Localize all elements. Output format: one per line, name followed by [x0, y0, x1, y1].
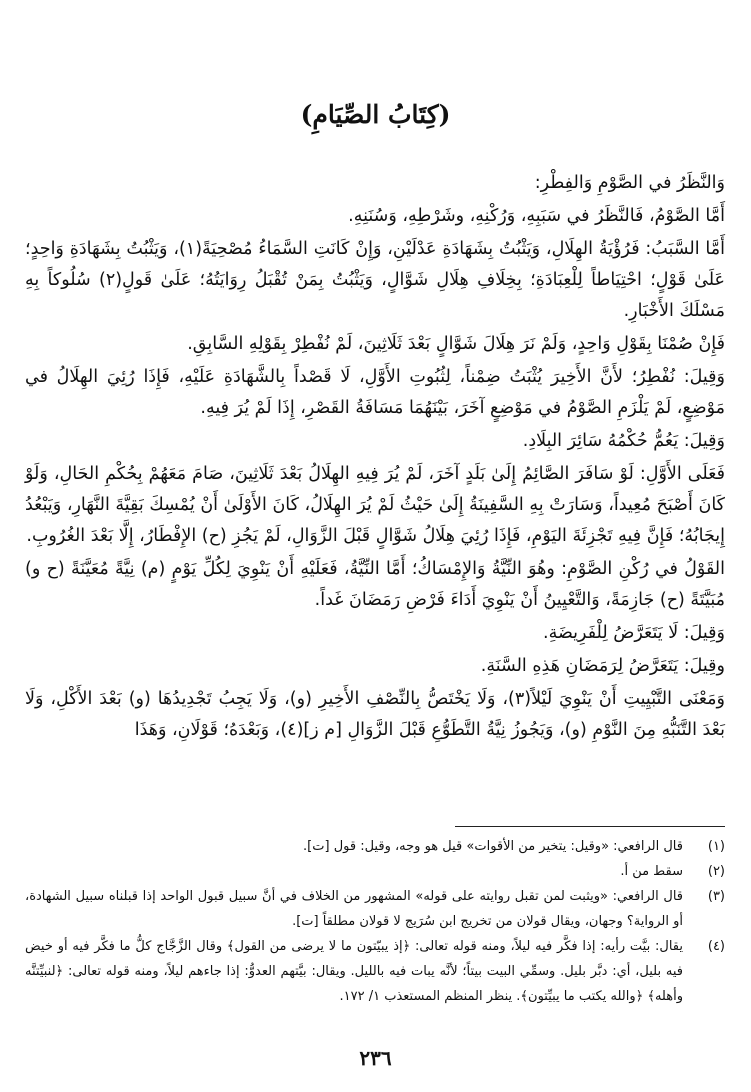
footnote-divider: [455, 826, 725, 827]
paragraph: وقِيلَ: يَتَعَرَّضُ لِرَمَضَانِ هَذِهِ السَّنَةِ.: [480, 656, 725, 676]
footnote-text: قال الرافعي: «وقيل: يتخير من الأقوات» قيل هو وجه، وقيل: قول [ت].: [303, 839, 683, 854]
paragraph: أَمَّا الصَّوْمُ، فَالنَّظَرُ في سَبَبِهِ، وَرُكْنِهِ، وشَرْطِهِ، وَسُنَنِهِ.: [348, 206, 725, 226]
paragraph: وَقِيلَ: لَا يَتَعَرَّضُ لِلْفَرِيضَةِ.: [543, 623, 725, 643]
footnote-number: (٣): [707, 889, 725, 904]
paragraph: فَإِنْ صُمْنَا بِقَوْلِ وَاحِدٍ، وَلَمْ نَرَ هِلَالَ شَوَّالٍ بَعْدَ ثَلَاثِينَ، لَمْ نُفْطِرْ بِقَوْلِهِ السَّابِقِ.: [187, 334, 725, 354]
paragraph: أَمَّا السَّبَبُ: فَرُؤْيَةُ الهِلَالِ، وَيَثْبُتُ بِشَهَادَةِ عَدْلَيْنِ، وَإِنْ كَانَتِ السَّمَاءُ مُصْحِيَةً(١)، وَيَثْبُتُ بِشَهَادَةِ وَاحِدٍ؛ عَلَىٰ قَوْلٍ؛ احْتِيَاطاً لِلْعِبَادَةِ؛ بِخِلَافِ هِلَالِ شَوَّالٍ، وَيَثْبُتُ بِمَنْ تُقْبَلُ رِوَايَتُهُ؛ عَلَىٰ قَولٍ(٢) سُلُوكاً بِهِ مَسْلَكَ الأَخْبَارِ.: [25, 239, 725, 321]
footnote-text: يقال: بيَّت رأيه: إذا فكَّر فيه ليلاً، ومنه قوله تعالى: ﴿إذ يبيّتون ما لا يرضى من القول﴾ وقال الزَّجَّاج كلُّ ما فكَّر فيه أو خيض فيه بليل، أي: دبَّر بليل. وسمِّي البيت بيتاً؛ لأنَّه يبات فيه بالليل. ويقال: بيَّتهم العدوُّ: إذا جاءهم ليلاً، ومنه قوله تعالى: ﴿لنبيِّتنَّه وأهله﴾ ﴿والله يكتب ما يبيِّتون﴾. ينظر المنظم المستعذب ١/ ١٧٢.: [25, 939, 683, 1004]
paragraph: وَقِيلَ: نُفْطِرُ؛ لأَنَّ الأَخِيرَ يُثْبَتُ ضِمْناً، لِثُبُوتِ الأَوَّلِ، لَا قَصْداً بِالشَّهَادَةِ عَلَيْهِ، فَإِذَا رُئِيَ الهِلَالُ في مَوْضِعٍ، لَمْ يَلْزَمِ الصَّوْمُ في مَوْضِعٍ آخَرَ، بَيْنَهُمَا مَسَافَةُ القَصْرِ، إِذَا لَمْ يُرَ فِيهِ.: [25, 367, 725, 418]
paragraph: وَقِيلَ: يَعُمُّ حُكْمُهُ سَائِرَ البِلَادِ.: [522, 431, 725, 451]
footnote: [25, 834, 725, 859]
footnote: [25, 859, 725, 884]
main-text: [25, 168, 725, 748]
footnote-number: (١): [707, 839, 725, 854]
footnote: [25, 934, 725, 1009]
paragraph: فَعَلَى الأَوَّلِ: لَوْ سَافَرَ الصَّائِمُ إِلَىٰ بَلَدٍ آخَرَ، لَمْ يُرَ فِيهِ الهِلَالُ بَعْدَ ثَلَاثِينَ، صَامَ مَعَهُمْ بِحُكْمِ الحَالِ، وَلَوْ كَانَ أَصْبَحَ مُعِيداً، وَسَارَتْ بِهِ السَّفِينَةُ إِلَىٰ حَيْثُ لَمْ يُرَ الهِلَالُ، كَانَ الأَوْلَىٰ أَنْ يُمْسِكَ بَقِيَّةَ النَّهَارِ، وَيَبْعُدُ إِيجَابُهُ؛ فَإِنَّ فِيهِ تَجْزِئَةَ اليَوْمِ، فَإِذَا رُئِيَ هِلَالُ شَوَّالٍ قَبْلَ الزَّوَالِ، لَمْ يَجُزِ (ح) الإِفْطَارُ، إِلَّا بَعْدَ الغُرُوبِ.: [25, 464, 725, 546]
paragraph: وَمَعْنَى التَّبْيِيتِ أَنْ يَنْوِيَ لَيْلاً(٣)، وَلَا يَخْتَصُّ بِالنِّصْفِ الأَخِيرِ (و)، وَلَا يَجِبُ تَجْدِيدُهَا (و) بَعْدَ الأَكْلِ، وَلَا بَعْدَ التَّنَبُّهِ مِنَ النَّوْمِ (و)، وَيَجُوزُ نِيَّةُ التَّطَوُّعِ قَبْلَ الزَّوَالِ [م ز](٤)، وَبَعْدَهُ؛ قَوْلَانِ، وَهَذَا: [25, 689, 725, 740]
footnote-text: سقط من أ.: [620, 864, 683, 879]
footnote-number: (٤): [707, 939, 725, 954]
footnote-number: (٢): [707, 864, 725, 879]
paragraph: وَالنَّظَرُ في الصَّوْمِ وَالفِطْرِ:: [534, 173, 725, 193]
paragraph: القَوْلُ في رُكْنِ الصَّوْمِ: وهُوَ النِّيَّةُ وَالإِمْسَاكُ؛ أَمَّا النِّيَّةُ، فَعَلَيْهِ أَنْ يَنْوِيَ لِكُلِّ يَوْمٍ (م) نِيَّةً مُعَيَّنَةً (ح و) مُبَيَّتَةً (ح) جَازِمَةً، وَالتَّعْيِينُ أَنْ يَنْوِيَ أَدَاءَ فَرْضِ رَمَضَانَ غَداً.: [25, 559, 725, 610]
footnote-text: قال الرافعي: «ويثبت لمن تقبل روايته على قوله» المشهور من الخلاف في أنَّ سبيل قبول الواحد إذا قبلناه سبيل الشهادة، أو الرواية؟ وجهان، ويقال قولان من تخريج ابن سُرَيج لا قولان مطلقاً [ت].: [25, 889, 683, 929]
page-number: ٢٣٦: [359, 1046, 392, 1070]
chapter-title: (كِتَابُ الصِّيَامِ): [300, 100, 451, 129]
footnotes: [25, 834, 725, 1009]
footnote: [25, 884, 725, 934]
